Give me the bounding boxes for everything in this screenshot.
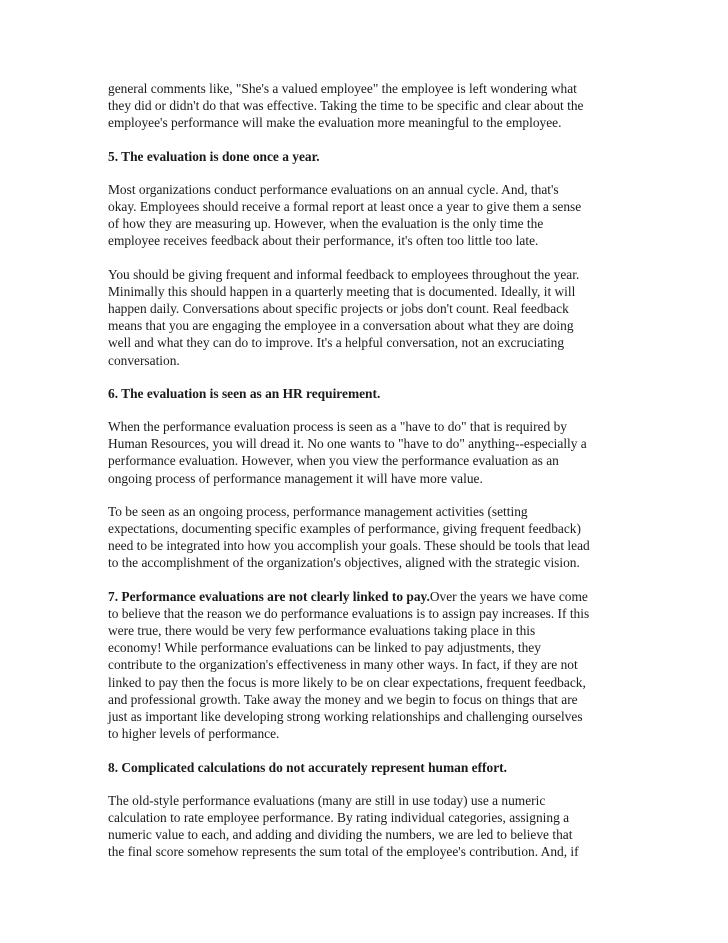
paragraph-section-5b: You should be giving frequent and informal feedback to employees throughout the year. Minimally this should happen in a quarterly meeting that is documented. Ideally, it will happen daily. Conversations about specific projects or jobs don't count. Real feedback means that you are engaging the employee in a conversation about what they are doing well and what they can do to improve. It's a helpful conversation, not an excruciating conversation.	[108, 266, 580, 368]
heading-section-8: 8. Complicated calculations do not accurately represent human effort.	[108, 759, 507, 775]
paragraph-section-7	[108, 588, 622, 743]
document-body	[108, 80, 622, 877]
heading-section-7: 7. Performance evaluations are not clearly linked to pay.	[108, 588, 430, 604]
paragraph-section-8: The old-style performance evaluations (many are still in use today) use a numeric calculation to rate employee performance. By rating individual categories, assigning a numeric value to each, and adding and dividing the numbers, we are led to believe that the final score somehow represents the sum total of the employee's contribution. And, if	[108, 792, 579, 860]
paragraph-section-6a: When the performance evaluation process is seen as a "have to do" that is required by Human Resources, you will dread it. No one wants to "have to do" anything--especially a performance evaluation. However, when you view the performance evaluation as an ongoing process of performance management it will have more value.	[108, 419, 587, 486]
heading-section-6: 6. The evaluation is seen as an HR requirement.	[108, 385, 381, 401]
paragraph-intro: general comments like, "She's a valued employee" the employee is left wondering what they did or didn't do that was effective. Taking the time to be specific and clear about the employee's performance will make the evaluation more meaningful to the employee.	[108, 81, 584, 131]
paragraph-section-6b: To be seen as an ongoing process, performance management activities (setting expectations, documenting specific examples of performance, giving frequent feedback) need to be integrated into how you accomplish your goals. These should be tools that lead to the accomplishment of the organization's objectives, aligned with the strategic vision.	[108, 503, 590, 571]
paragraph-section-7-body: Over the years we have come to believe that the reason we do performance evaluations is to assign pay increases. If this were true, there would be very few performance evaluations taking place in this economy! While performance evaluations can be linked to pay adjustments, they contribute to the organization's effectiveness in many other ways. In fact, if they are not linked to pay then the focus is more likely to be on clear expectations, frequent feedback, and professional growth. Take away the money and we begin to focus on things that are just as important like developing strong working relationships and challenging ourselves to higher levels of performance.	[108, 588, 590, 742]
paragraph-section-5a: Most organizations conduct performance evaluations on an annual cycle. And, that's okay. Employees should receive a formal report at least once a year to give them a sense of how they are measuring up. However, when the evaluation is the only time the employee receives feedback about their performance, it's often too little too late.	[108, 181, 582, 249]
heading-section-5: 5. The evaluation is done once a year.	[108, 148, 320, 164]
